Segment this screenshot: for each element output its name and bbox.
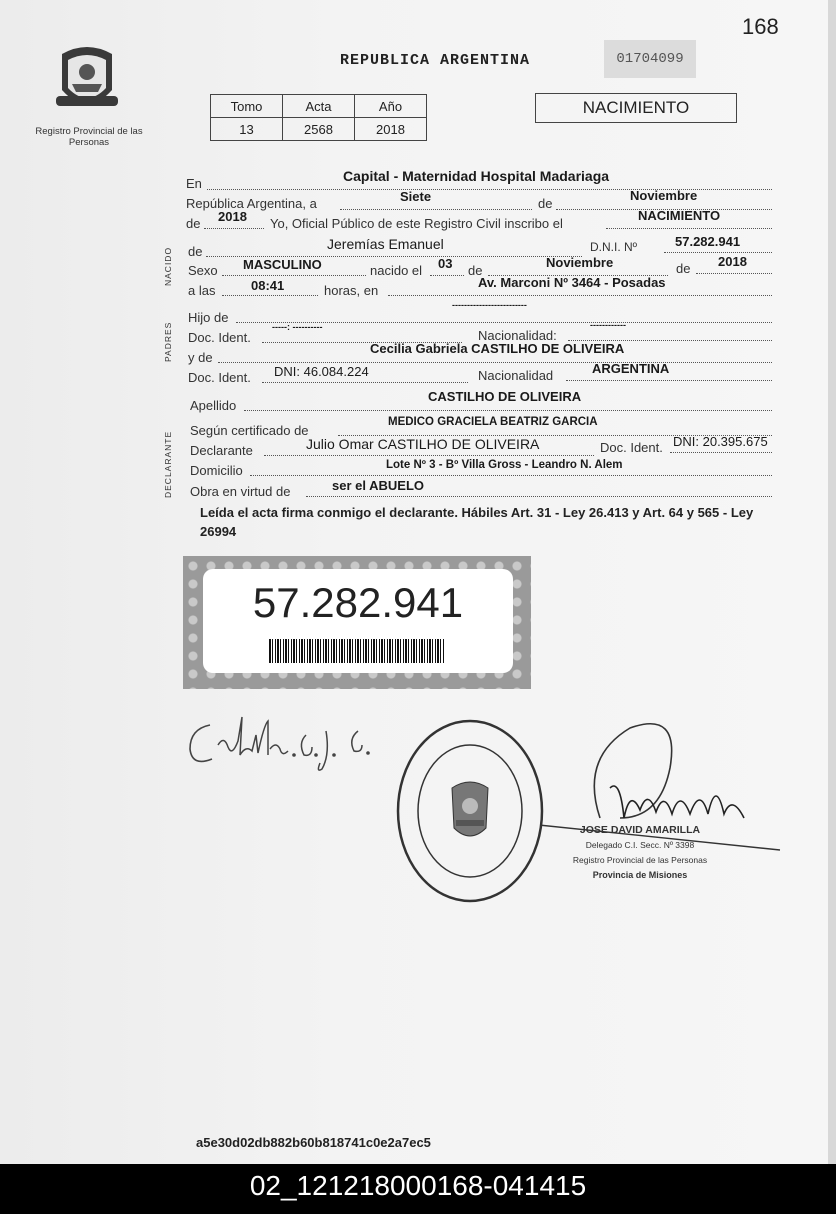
name-value: Jeremías Emanuel	[327, 236, 444, 252]
father-doc-value: -----: ----------	[272, 322, 323, 332]
dni-card-inner	[203, 569, 513, 673]
acts-as-value: ser el ABUELO	[332, 478, 424, 493]
anio-header: Año	[355, 95, 427, 118]
page-number: 168	[742, 14, 779, 39]
registry-name: Registro Provincial de las Personas	[35, 126, 143, 148]
birth-year-value: 2018	[718, 254, 747, 269]
father-line-value: -------------------------	[452, 300, 527, 310]
rule	[218, 362, 772, 363]
label-en: En	[186, 176, 202, 191]
rule	[670, 452, 772, 453]
anio-value: 2018	[355, 118, 427, 141]
father-nationality-value: ------------	[590, 320, 626, 330]
rule	[566, 380, 772, 381]
label-de: de	[538, 196, 553, 211]
misiones-crest-icon	[52, 40, 122, 120]
official-province: Provincia de Misiones	[592, 870, 688, 880]
label-dni: D.N.I. Nº	[590, 240, 638, 254]
rule	[264, 455, 594, 456]
dni-card-number: 57.282.941	[252, 579, 464, 626]
official-name: JOSE DAVID AMARILLA	[579, 824, 701, 836]
tomo-value: 13	[211, 118, 283, 141]
record-type-box: NACIMIENTO	[535, 93, 737, 123]
serial-number: 01704099	[604, 40, 696, 78]
label-nacionalidad-2: Nacionalidad	[478, 368, 554, 383]
rule	[430, 275, 464, 276]
label-republica: República Argentina, a	[186, 196, 317, 211]
label-segun-certificado: Según certificado de	[190, 423, 309, 438]
declarant-doc-value: DNI: 20.395.675	[673, 434, 768, 449]
label-nacido-el: nacido el	[370, 263, 423, 278]
month-value: Noviembre	[630, 188, 698, 203]
mother-doc-value: DNI: 46.084.224	[274, 364, 369, 379]
declarant-signature	[182, 705, 382, 777]
rule	[664, 252, 772, 253]
closing-text: Leída el acta firma conmigo el declarante. Hábiles Art. 31 - Ley 26.413 y Art. 64 y 565 - Ley 26994	[200, 505, 754, 539]
label-yo: Yo, Oficial Público de este Registro Civil inscribo el	[270, 216, 563, 231]
page-edge	[828, 0, 836, 1164]
label-apellido: Apellido	[190, 398, 237, 413]
label-de: de	[188, 244, 203, 259]
label-declarante: Declarante	[190, 443, 253, 458]
side-label-padres: PADRES	[163, 321, 173, 362]
mother-nationality-value: ARGENTINA	[592, 361, 670, 376]
label-domicilio: Domicilio	[190, 463, 243, 478]
rule	[204, 228, 264, 229]
label-obra-en-virtud: Obra en virtud de	[190, 484, 291, 499]
label-doc-ident-dec: Doc. Ident.	[600, 440, 663, 455]
document-hash: a5e30d02db882b60b818741c0e2a7ec5	[196, 1135, 431, 1150]
label-de: de	[468, 263, 483, 278]
dni-card	[183, 556, 531, 689]
time-value: 08:41	[251, 278, 285, 293]
type-value: NACIMIENTO	[638, 208, 721, 223]
acta-value: 2568	[283, 118, 355, 141]
birth-day-value: 03	[438, 256, 453, 271]
surname-value: CASTILHO DE OLIVEIRA	[428, 389, 582, 404]
mother-value: Cecilia Gabriela CASTILHO DE OLIVEIRA	[370, 341, 625, 356]
official-seal	[394, 716, 546, 906]
declarant-address-value: Lote Nº 3 - Bº Villa Gross - Leandro N. Alem	[386, 459, 623, 471]
dni-value: 57.282.941	[675, 234, 741, 249]
footer-id: 02_121218000168-041415	[0, 1164, 836, 1214]
birth-month-value: Noviembre	[546, 255, 614, 270]
sex-value: MASCULINO	[243, 257, 322, 272]
declarant-value: Julio Omar CASTILHO DE OLIVEIRA	[306, 436, 540, 452]
rule	[306, 496, 772, 497]
certificate-value: MEDICO GRACIELA BEATRIZ GARCIA	[388, 416, 598, 428]
rule	[606, 228, 772, 229]
book-reference-table	[210, 94, 427, 141]
official-role: Delegado C.I. Secc. Nº 3398	[585, 840, 695, 850]
side-label-nacido: NACIDO	[163, 246, 173, 286]
label-hijo-de: Hijo de	[188, 310, 229, 325]
tomo-header: Tomo	[211, 95, 283, 118]
place-value: Capital - Maternidad Hospital Madariaga	[343, 168, 610, 184]
rule	[222, 295, 318, 296]
official-signature	[540, 718, 790, 858]
label-horas-en: horas, en	[324, 283, 379, 298]
label-a-las: a las	[188, 283, 216, 298]
label-de: de	[676, 261, 691, 276]
label-doc-ident: Doc. Ident.	[188, 370, 251, 385]
official-office: Registro Provincial de las Personas	[572, 855, 708, 865]
rule	[388, 295, 772, 296]
day-value: Siete	[400, 189, 432, 204]
year-value: 2018	[218, 209, 247, 224]
rule	[222, 275, 366, 276]
label-doc-ident: Doc. Ident.	[188, 330, 251, 345]
rule	[340, 209, 532, 210]
rule	[244, 410, 772, 411]
label-y-de: y de	[188, 350, 213, 365]
side-label-declarante: DECLARANTE	[163, 430, 173, 498]
label-nacionalidad: Nacionalidad:	[478, 328, 557, 343]
document-title: REPUBLICA ARGENTINA	[340, 52, 531, 69]
rule	[262, 382, 468, 383]
rule	[696, 273, 772, 274]
address-value: Av. Marconi Nº 3464 - Posadas	[478, 275, 666, 290]
label-sexo: Sexo	[188, 263, 218, 278]
barcode-icon	[269, 639, 445, 663]
acta-header: Acta	[283, 95, 355, 118]
label-de: de	[186, 216, 201, 231]
rule	[250, 475, 772, 476]
